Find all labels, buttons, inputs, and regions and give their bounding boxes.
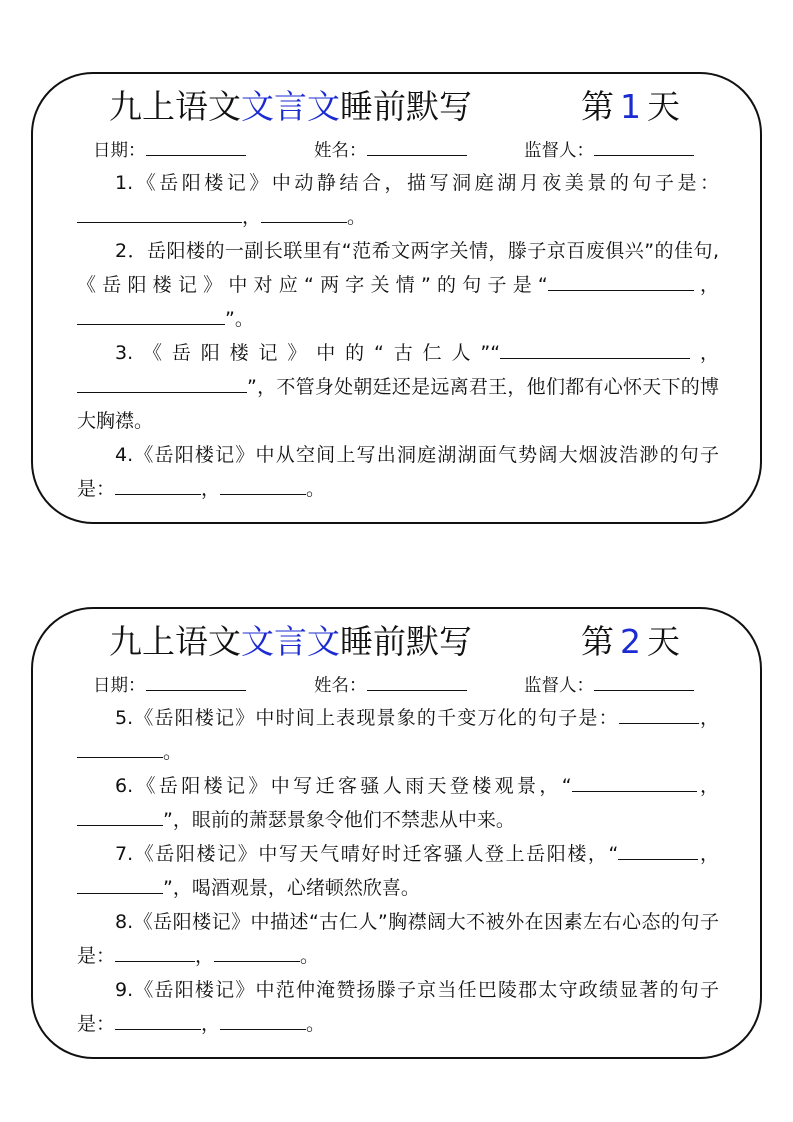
question-7 bbox=[77, 837, 719, 905]
supervisor-blank[interactable] bbox=[594, 671, 694, 691]
question-4 bbox=[77, 438, 719, 506]
answer-blank[interactable] bbox=[77, 202, 242, 223]
supervisor-field bbox=[524, 671, 694, 699]
name-label: 姓名： bbox=[314, 141, 367, 161]
punctuation: ， bbox=[201, 1013, 221, 1035]
answer-blank[interactable] bbox=[77, 873, 163, 894]
answer-blank[interactable] bbox=[548, 270, 694, 291]
answer-blank[interactable] bbox=[115, 474, 201, 495]
date-label: 日期： bbox=[93, 676, 146, 696]
day-prefix: 第 bbox=[581, 87, 614, 126]
title-suffix: 睡前默写 bbox=[340, 87, 472, 126]
supervisor-field bbox=[524, 136, 694, 164]
question-1 bbox=[77, 166, 719, 234]
question-2 bbox=[77, 234, 719, 336]
answer-blank[interactable] bbox=[500, 338, 690, 359]
date-label: 日期： bbox=[93, 141, 146, 161]
answer-blank[interactable] bbox=[77, 805, 163, 826]
answer-blank[interactable] bbox=[77, 304, 225, 325]
punctuation: ， bbox=[698, 843, 719, 865]
supervisor-label: 监督人： bbox=[524, 141, 594, 161]
meta-fields bbox=[33, 671, 760, 697]
punctuation: ， bbox=[693, 274, 719, 296]
worksheet-card-day-2 bbox=[31, 607, 762, 1059]
question-list bbox=[77, 166, 719, 506]
card-header bbox=[33, 617, 760, 667]
name-label: 姓名： bbox=[314, 676, 367, 696]
question-text: 3.《岳阳楼记》中的“古仁人”“ bbox=[115, 342, 501, 364]
question-6 bbox=[77, 769, 719, 837]
question-text: ”，眼前的萧瑟景象令他们不禁悲从中来。 bbox=[163, 809, 515, 831]
question-text: 5.《岳阳楼记》中时间上表现景象的千变万化的句子是： bbox=[115, 707, 619, 729]
title-prefix: 九上语文 bbox=[109, 622, 241, 661]
punctuation: 。 bbox=[300, 945, 320, 967]
supervisor-label: 监督人： bbox=[524, 676, 594, 696]
worksheet-title bbox=[109, 82, 472, 132]
question-text: 4.《岳阳楼记》中从空间上写出洞庭湖湖面气势阔大烟波浩渺的句子是： bbox=[77, 444, 719, 500]
question-text: ”，喝酒观景，心绪顿然欣喜。 bbox=[163, 877, 420, 899]
supervisor-blank[interactable] bbox=[594, 136, 694, 156]
worksheet-card-day-1 bbox=[31, 72, 762, 524]
day-prefix: 第 bbox=[581, 622, 614, 661]
answer-blank[interactable] bbox=[220, 1009, 306, 1030]
title-highlight: 文言文 bbox=[241, 622, 340, 661]
answer-blank[interactable] bbox=[220, 474, 306, 495]
answer-blank[interactable] bbox=[261, 202, 347, 223]
question-text: 6.《岳阳楼记》中写迁客骚人雨天登楼观景，“ bbox=[115, 775, 572, 797]
date-field bbox=[93, 671, 246, 699]
answer-blank[interactable] bbox=[214, 941, 300, 962]
answer-blank[interactable] bbox=[572, 771, 697, 792]
answer-blank[interactable] bbox=[77, 372, 247, 393]
day-number: 2 bbox=[620, 622, 641, 661]
title-prefix: 九上语文 bbox=[109, 87, 241, 126]
date-field bbox=[93, 136, 246, 164]
punctuation: 。 bbox=[347, 206, 367, 228]
answer-blank[interactable] bbox=[619, 703, 699, 724]
punctuation: ， bbox=[698, 707, 719, 729]
question-text: 9.《岳阳楼记》中范仲淹赞扬滕子京当任巴陵郡太守政绩显著的句子是： bbox=[77, 979, 719, 1035]
name-blank[interactable] bbox=[367, 671, 467, 691]
worksheet-title bbox=[109, 617, 472, 667]
punctuation: ， bbox=[242, 206, 262, 228]
question-text: 2．岳阳楼的一副长联里有“范希文两字关情，滕子京百废俱兴”的佳句,《岳阳楼记》中对应“两字关情”的句子是“ bbox=[77, 240, 719, 296]
answer-blank[interactable] bbox=[115, 1009, 201, 1030]
punctuation: ， bbox=[696, 775, 719, 797]
answer-blank[interactable] bbox=[115, 941, 195, 962]
punctuation: ， bbox=[690, 342, 719, 364]
day-number: 1 bbox=[620, 87, 641, 126]
day-suffix: 天 bbox=[647, 87, 680, 126]
date-blank[interactable] bbox=[146, 136, 246, 156]
punctuation: ， bbox=[195, 945, 215, 967]
title-highlight: 文言文 bbox=[241, 87, 340, 126]
answer-blank[interactable] bbox=[77, 737, 163, 758]
punctuation: 。 bbox=[163, 741, 183, 763]
question-5 bbox=[77, 701, 719, 769]
question-text: 1.《岳阳楼记》中动静结合，描写洞庭湖月夜美景的句子是： bbox=[115, 172, 719, 194]
title-suffix: 睡前默写 bbox=[340, 622, 472, 661]
punctuation: 。 bbox=[306, 478, 326, 500]
meta-fields bbox=[33, 136, 760, 162]
name-blank[interactable] bbox=[367, 136, 467, 156]
question-list bbox=[77, 701, 719, 1041]
question-3 bbox=[77, 336, 719, 438]
date-blank[interactable] bbox=[146, 671, 246, 691]
question-9 bbox=[77, 973, 719, 1041]
question-text: 8.《岳阳楼记》中描述“古仁人”胸襟阔大不被外在因素左右心态的句子是： bbox=[77, 911, 719, 967]
question-text: 7.《岳阳楼记》中写天气晴好时迁客骚人登上岳阳楼，“ bbox=[115, 843, 619, 865]
name-field bbox=[314, 671, 467, 699]
punctuation: ， bbox=[201, 478, 221, 500]
answer-blank[interactable] bbox=[618, 839, 698, 860]
day-label bbox=[581, 82, 680, 132]
card-header bbox=[33, 82, 760, 132]
punctuation: 。 bbox=[306, 1013, 326, 1035]
name-field bbox=[314, 136, 467, 164]
day-suffix: 天 bbox=[647, 622, 680, 661]
question-text: ”，不管身处朝廷还是远离君王，他们都有心怀天下的博大胸襟。 bbox=[77, 376, 719, 432]
punctuation: ”。 bbox=[225, 308, 254, 330]
question-8 bbox=[77, 905, 719, 973]
day-label bbox=[581, 617, 680, 667]
